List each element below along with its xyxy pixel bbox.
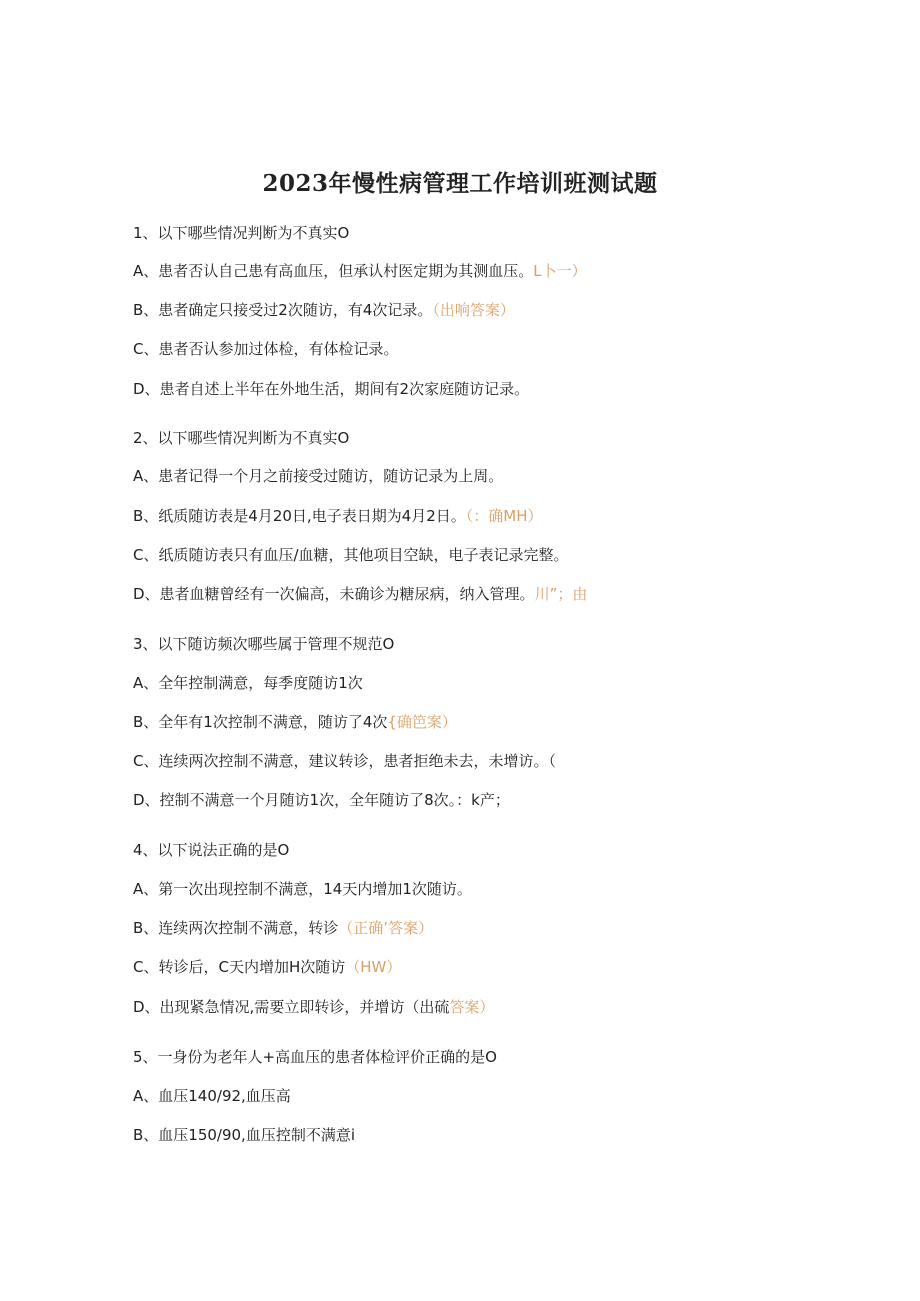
- option-line: [133, 918, 433, 938]
- option-text: A、患者否认自己患有高血压，但承认村医定期为其测血压。: [133, 262, 534, 280]
- option-line: [133, 997, 494, 1017]
- option-line: [133, 261, 587, 281]
- question-stem: 3、以下随访频次哪些属于管理不规范O: [133, 635, 395, 653]
- answer-note: （：确MH）: [465, 507, 543, 525]
- option-line: [133, 545, 569, 565]
- option-text: B、患者确定只接受过2次随访，有4次记录。: [133, 301, 433, 319]
- option-line: [133, 712, 457, 732]
- option-line: [133, 673, 363, 693]
- option-line: [133, 957, 401, 977]
- question-stem: 5、一身份为老年人+高血压的患者体检评价正确的是O: [133, 1048, 497, 1066]
- option-line: [133, 466, 503, 486]
- option-text: C、转诊后，C天内增加H次随访: [133, 958, 346, 976]
- option-text: A、全年控制满意，每季度随访1次: [133, 674, 363, 692]
- option-text: B、连续两次控制不满意，转诊: [133, 919, 339, 937]
- answer-note: L卜一）: [533, 262, 587, 280]
- option-line: [133, 1086, 291, 1106]
- page-title: 2023年慢性病管理工作培训班测试题: [262, 170, 658, 197]
- option-text: C、纸质随访表只有血压/血糖，其他项目空缺，电子表记录完整。: [133, 546, 569, 564]
- option-line: [133, 379, 529, 399]
- option-text: B、全年有1次控制不满意，随访了4次: [133, 713, 388, 731]
- answer-note: {确笆案）: [387, 713, 457, 731]
- option-text: A、第一次出现控制不满意，14天内增加1次随访。: [133, 880, 472, 898]
- option-text: B、纸质随访表是4月20日,电子表日期为4月2日。: [133, 507, 466, 525]
- answer-note: 川”；由: [534, 585, 588, 603]
- option-text: D、出现紧急情况,需要立即转诊，并增访（出硫: [133, 998, 450, 1016]
- option-text: D、患者自述上半年在外地生活，期间有2次家庭随访记录。: [133, 380, 530, 398]
- option-line: [133, 1125, 355, 1145]
- option-text: C、患者否认参加过体检，有体检记录。: [133, 340, 399, 358]
- option-line: [133, 584, 587, 604]
- option-text: A、患者记得一个月之前接受过随访，随访记录为上周。: [133, 467, 504, 485]
- option-line: [133, 751, 556, 771]
- option-line: [133, 879, 472, 899]
- answer-note: （正确’答案）: [338, 919, 434, 937]
- option-text: D、患者血糖曾经有一次偏高，未确诊为糖尿病，纳入管理。: [133, 585, 535, 603]
- option-text: B、血压150/90,血压控制不满意i: [133, 1126, 355, 1144]
- answer-note: （出响答案）: [432, 301, 515, 319]
- question-stem: 2、以下哪些情况判断为不真实O: [133, 429, 350, 447]
- question-stem: 1、以下哪些情况判断为不真实O: [133, 224, 350, 242]
- option-line: [133, 790, 510, 810]
- answer-note: （HW）: [345, 958, 402, 976]
- option-text: C、连续两次控制不满意，建议转诊，患者拒绝未去，未增访。（: [133, 752, 556, 770]
- option-text: D、控制不满意一个月随访1次，全年随访了8次。：k产；: [133, 791, 510, 809]
- option-line: [133, 300, 515, 320]
- option-line: [133, 506, 543, 526]
- option-text: A、血压140/92,血压高: [133, 1087, 291, 1105]
- question-stem: 4、以下说法正确的是O: [133, 841, 290, 859]
- option-line: [133, 339, 398, 359]
- answer-note: 答案）: [449, 998, 495, 1016]
